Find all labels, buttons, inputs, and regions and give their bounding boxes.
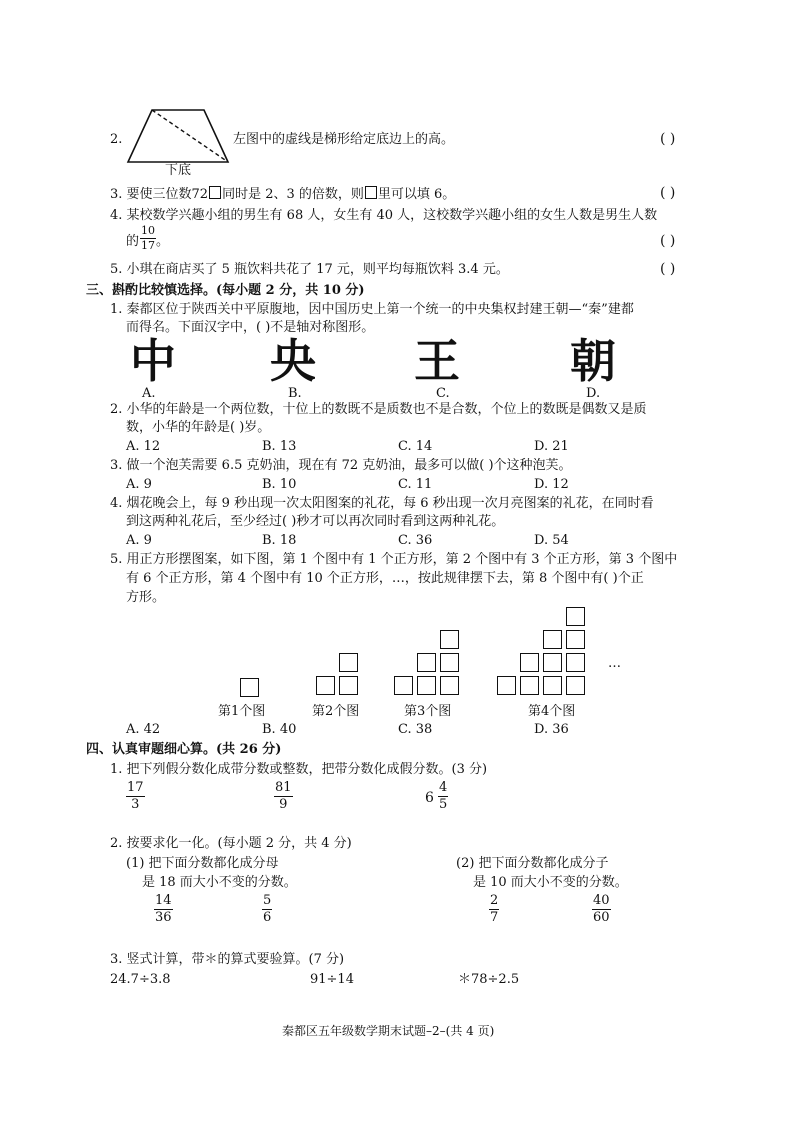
judge-q5-answer-blank[interactable]: ( ) (660, 261, 676, 277)
judge-q4-answer-blank[interactable]: ( ) (660, 233, 676, 249)
judge-q4-line2-pre: 的 (126, 234, 140, 249)
pattern-figure-2-label: 第2个图 (312, 704, 360, 719)
square (566, 607, 585, 626)
judge-q3-text: 3. 要使三位数72 同时是 2、3 的倍数，则 里可以填 6。 (110, 187, 456, 202)
judge-q2-text: 左图中的虚线是梯形给定底边上的高。 (233, 132, 455, 147)
calc-q3-expr-1: 24.7÷3.8 (110, 972, 171, 987)
pattern-figure-3-label: 第3个图 (404, 704, 452, 719)
square (316, 676, 335, 695)
choice-q2-option-b[interactable]: B. 13 (262, 439, 297, 454)
choice-q5-option-a[interactable]: A. 42 (126, 722, 161, 737)
char-option-a: 中 (130, 334, 176, 388)
blank-box-icon (209, 186, 221, 199)
calc-q3-expr-3: ＊78÷2.5 (458, 972, 520, 987)
char-option-c: 王 (414, 334, 460, 388)
choice-q2-option-a[interactable]: A. 12 (126, 439, 161, 454)
char-option-b-label: B. (288, 386, 302, 401)
square (417, 676, 436, 695)
calc-q2-sub1-line1: (1) 把下面分数都化成分母 (126, 856, 279, 871)
calc-q1-mixed-whole: 6 (425, 790, 434, 806)
choice-q4-option-c[interactable]: C. 36 (398, 533, 433, 548)
choice-q3-option-d[interactable]: D. 12 (534, 477, 569, 492)
choice-q4-line2: 到这两种礼花后，至少经过( )秒才可以再次同时看到这两种礼花。 (126, 514, 505, 529)
choice-q2-line1: 2. 小华的年龄是一个两位数，十位上的数既不是质数也不是合数，个位上的数既是偶数又是质 (110, 402, 647, 417)
pattern-ellipsis: … (608, 656, 621, 671)
calc-q1-fraction-1: 17 3 (127, 780, 144, 812)
section-choice-title: 三、斟酌比较慎选择。(每小题 2 分，共 10 分) (86, 283, 365, 298)
choice-q5-line2: 有 6 个正方形，第 4 个图中有 10 个正方形，…，按此规律摆下去，第 8 个图中有( )个正 (126, 571, 644, 586)
square (520, 676, 539, 695)
choice-q3-option-a[interactable]: A. 9 (126, 477, 152, 492)
square (240, 678, 259, 697)
calc-q2-sub2-line1: (2) 把下面分数都化成分子 (456, 856, 609, 871)
choice-q5-option-b[interactable]: B. 40 (262, 722, 297, 737)
choice-q5-option-c[interactable]: C. 38 (398, 722, 433, 737)
pattern-figure-1-label: 第1个图 (218, 704, 266, 719)
choice-q4-option-d[interactable]: D. 54 (534, 533, 569, 548)
square (339, 676, 358, 695)
square (440, 630, 459, 649)
choice-q2-line2: 数，小华的年龄是( )岁。 (126, 420, 271, 435)
choice-q3-line1: 3. 做一个泡芙需要 6.5 克奶油，现在有 72 克奶油，最多可以做( )个这种泡芙。 (110, 458, 572, 473)
square (394, 676, 413, 695)
square (566, 630, 585, 649)
trapezoid-base-label: 下底 (165, 163, 192, 178)
char-option-b: 央 (270, 334, 316, 388)
judge-q4-line1: 4. 某校数学兴趣小组的男生有 68 人，女生有 40 人，这校数学兴趣小组的女生人数是男生人数 (110, 208, 658, 223)
choice-q4-line1: 4. 烟花晚会上，每 9 秒出现一次太阳图案的礼花，每 6 秒出现一次月亮图案的礼花，在同时看 (110, 496, 654, 511)
char-option-d: 朝 (570, 334, 616, 388)
calc-q2-sub1-fraction-1: 14 36 (155, 893, 172, 925)
judge-q2-answer-blank[interactable]: ( ) (660, 131, 676, 147)
judge-q4-fraction: 10 17 (141, 224, 155, 252)
calc-q2-sub1-fraction-2: 5 6 (263, 893, 272, 925)
choice-q3-option-c[interactable]: C. 11 (398, 477, 433, 492)
calc-q2-text: 2. 按要求化一化。(每小题 2 分，共 4 分) (110, 836, 352, 851)
char-option-c-label: C. (436, 386, 450, 401)
square (543, 630, 562, 649)
calc-q1-text: 1. 把下列假分数化成带分数或整数，把带分数化成假分数。(3 分) (110, 762, 488, 777)
char-option-d-label: D. (586, 386, 601, 401)
calc-q2-sub2-fraction-1: 2 7 (490, 893, 499, 925)
square (440, 653, 459, 672)
judge-q2-number: 2. (110, 132, 123, 147)
square (543, 676, 562, 695)
square (566, 653, 585, 672)
square (566, 676, 585, 695)
square (520, 653, 539, 672)
calc-q1-mixed-fraction: 4 5 (439, 780, 448, 812)
judge-q3-answer-blank[interactable]: ( ) (660, 185, 676, 201)
choice-q5-line3: 方形。 (126, 590, 166, 605)
judge-q4-line2-post: 。 (156, 234, 170, 249)
choice-q5-line1: 5. 用正方形摆图案，如下图，第 1 个图中有 1 个正方形，第 2 个图中有 3 个正方形，第 3 个图中 (110, 552, 678, 567)
square (543, 653, 562, 672)
square (417, 653, 436, 672)
calc-q1-fraction-2: 81 9 (275, 780, 292, 812)
char-option-a-label: A. (142, 386, 156, 401)
square (339, 653, 358, 672)
choice-q5-option-d[interactable]: D. 36 (534, 722, 569, 737)
choice-q2-option-c[interactable]: C. 14 (398, 439, 433, 454)
choice-q2-option-d[interactable]: D. 21 (534, 439, 569, 454)
choice-q1-line2: 而得名。下面汉字中，( )不是轴对称图形。 (126, 320, 375, 335)
calc-q2-sub1-line2: 是 18 而大小不变的分数。 (142, 875, 297, 890)
choice-q3-option-b[interactable]: B. 10 (262, 477, 297, 492)
pattern-figure-4-label: 第4个图 (528, 704, 576, 719)
calc-q2-sub2-line2: 是 10 而大小不变的分数。 (473, 875, 628, 890)
judge-q5-text: 5. 小琪在商店买了 5 瓶饮料共花了 17 元，则平均每瓶饮料 3.4 元。 (110, 262, 509, 277)
choice-q1-line1: 1. 秦都区位于陕西关中平原腹地，因中国历史上第一个统一的中央集权封建王朝—“秦”建都 (110, 302, 634, 317)
calc-q3-expr-2: 91÷14 (310, 972, 354, 987)
section-calc-title: 四、认真审题细心算。(共 26 分) (86, 742, 282, 757)
choice-q4-option-a[interactable]: A. 9 (126, 533, 152, 548)
square (497, 676, 516, 695)
blank-box-icon (365, 186, 377, 199)
choice-q4-option-b[interactable]: B. 18 (262, 533, 297, 548)
square (440, 676, 459, 695)
calc-q3-text: 3. 竖式计算，带＊的算式要验算。(7 分) (110, 952, 345, 967)
page-footer: 秦都区五年级数学期末试题–2–(共 4 页) (282, 1024, 495, 1038)
calc-q2-sub2-fraction-2: 40 60 (593, 893, 610, 925)
